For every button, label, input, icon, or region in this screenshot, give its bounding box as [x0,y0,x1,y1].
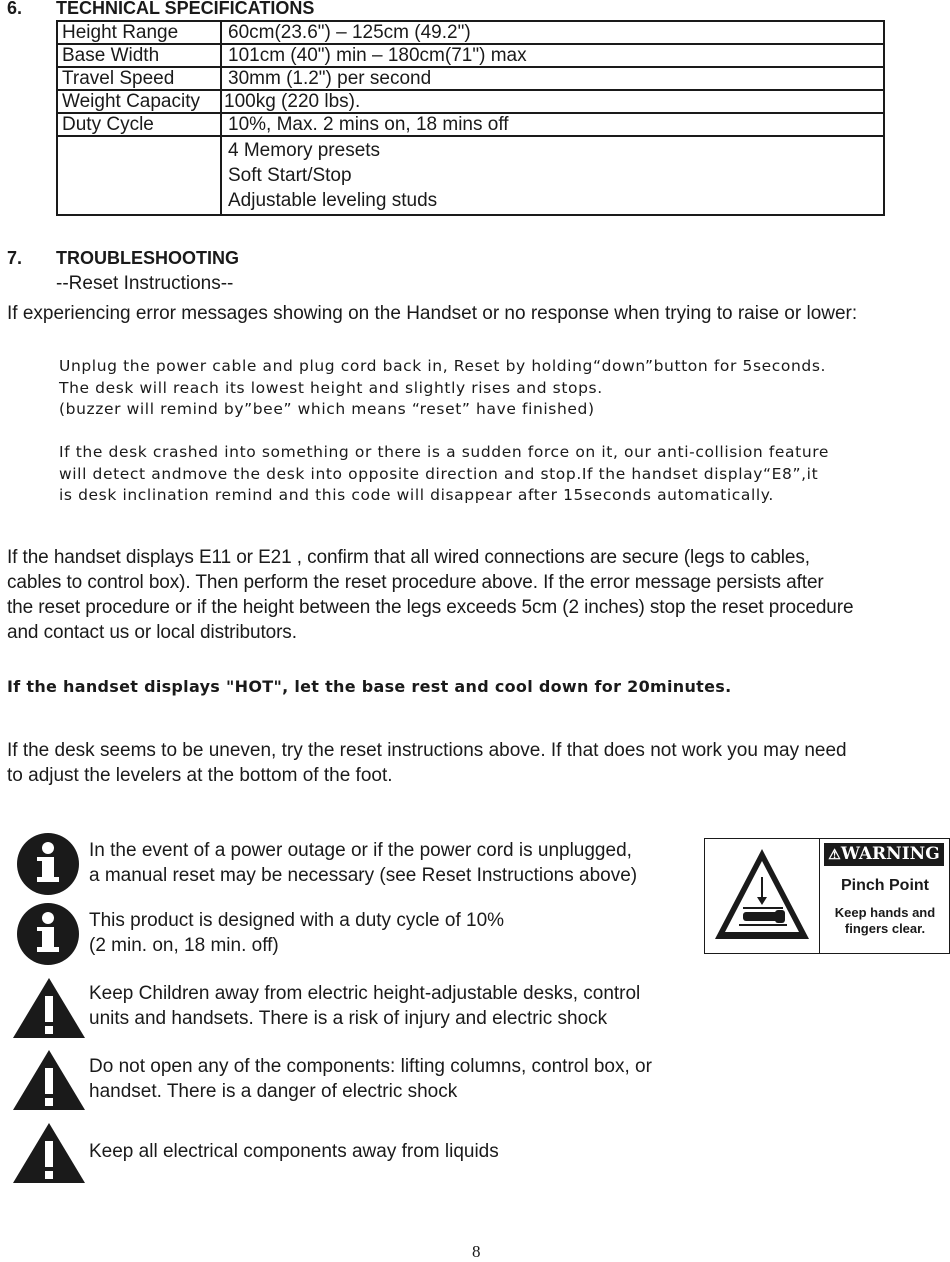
error-line: the reset procedure or if the height between the legs exceeds 5cm (2 inches) stop the reset procedure [7,597,854,618]
notice-text [89,981,640,1031]
spec-label: Height Range [57,21,221,44]
warning-icon [11,1048,87,1112]
spec-table [56,20,885,216]
table-row [57,21,884,44]
table-row [57,90,884,113]
pinch-point-title: Pinch Point [841,877,929,894]
notice-line: units and handsets. There is a risk of injury and electric shock [89,1008,608,1029]
error-line: and contact us or local distributors. [7,622,297,643]
feature-item: Adjustable leveling studs [228,190,438,211]
table-row [57,67,884,90]
collision-line: is desk inclination remind and this code will disappear after 15seconds automatically. [59,486,774,504]
reset-instructions-title: --Reset Instructions-- [56,273,234,294]
pinch-point-symbol [705,839,820,953]
table-row [57,113,884,136]
reset-instructions-block [59,356,826,421]
spec-value: 30mm (1.2") per second [221,67,884,90]
spec-value: 60cm(23.6") – 125cm (49.2") [221,21,884,44]
table-row [57,44,884,67]
instruction-line: fingers clear. [844,921,926,936]
pinch-point-instructions [821,905,949,937]
spec-label: Weight Capacity [57,90,221,113]
notice-text [89,1054,652,1104]
notice-line: Do not open any of the components: lifting columns, control box, or [89,1056,652,1077]
info-icon [17,903,79,965]
warning-triangle-icon: ⚠ [828,847,841,863]
spec-label: Travel Speed [57,67,221,90]
spec-features [221,136,884,215]
reset-line: The desk will reach its lowest height and slightly rises and stops. [59,378,603,397]
notice-line: Keep Children away from electric height-adjustable desks, control [89,983,641,1004]
uneven-line: to adjust the levelers at the bottom of the foot. [7,765,393,786]
notice-text [89,908,504,958]
notice-line: (2 min. on, 18 min. off) [89,935,279,956]
spec-value: 10%, Max. 2 mins on, 18 mins off [221,113,884,136]
notice-line: In the event of a power outage or if the power cord is unplugged, [89,840,632,861]
notice-line: handset. There is a danger of electric shock [89,1081,458,1102]
notice-text [89,1139,499,1164]
info-icon [17,833,79,895]
pinch-point-warning-label [704,838,950,954]
uneven-line: If the desk seems to be uneven, try the reset instructions above. If that does not work you may need [7,740,847,761]
spec-label: Base Width [57,44,221,67]
spec-label: Duty Cycle [57,113,221,136]
error-line: If the handset displays E11 or E21 , confirm that all wired connections are secure (legs to cables, [7,547,810,568]
spec-label-empty [57,136,221,215]
section-7-heading: TROUBLESHOOTING [56,248,239,268]
spec-value: 101cm (40") min – 180cm(71") max [221,44,884,67]
notice-line: a manual reset may be necessary (see Reset Instructions above) [89,865,638,886]
feature-item: Soft Start/Stop [228,165,352,186]
reset-line: Unplug the power cable and plug cord back in, Reset by holding“down”button for 5seconds. [59,357,827,375]
section-6-heading: TECHNICAL SPECIFICATIONS [56,0,315,18]
notice-line: Keep all electrical components away from liquids [89,1141,499,1162]
reset-line: (buzzer will remind by”bee” which means “reset” have finished) [59,400,595,418]
notice-text [89,838,637,888]
feature-item: 4 Memory presets [228,140,381,161]
section-7-number: 7. [7,248,23,268]
table-row [57,136,884,215]
section-6-number: 6. [7,0,23,18]
anti-collision-block [59,442,829,507]
hot-message: If the handset displays "HOT", let the base rest and cool down for 20minutes. [7,677,732,696]
notice-line: This product is designed with a duty cycle of 10% [89,910,505,931]
collision-line: will detect andmove the desk into opposite direction and stop.If the handset display“E8”,it [59,464,819,483]
error-line: cables to control box). Then perform the reset procedure above. If the error message persists after [7,572,824,593]
error-code-block [7,545,853,645]
instruction-line: Keep hands and [834,905,936,920]
page-number: 8 [472,1242,481,1261]
warning-icon [11,1121,87,1185]
troubleshooting-intro: If experiencing error messages showing on the Handset or no response when trying to raise or lower: [7,303,858,324]
pinch-hand-icon [705,839,819,953]
spec-value: 100kg (220 lbs). [221,90,884,113]
uneven-block [7,738,847,788]
warning-icon [11,976,87,1040]
warning-header [824,843,944,866]
warning-header-text: WARNING [840,844,940,864]
collision-line: If the desk crashed into something or there is a sudden force on it, our anti-collision feature [59,443,830,461]
